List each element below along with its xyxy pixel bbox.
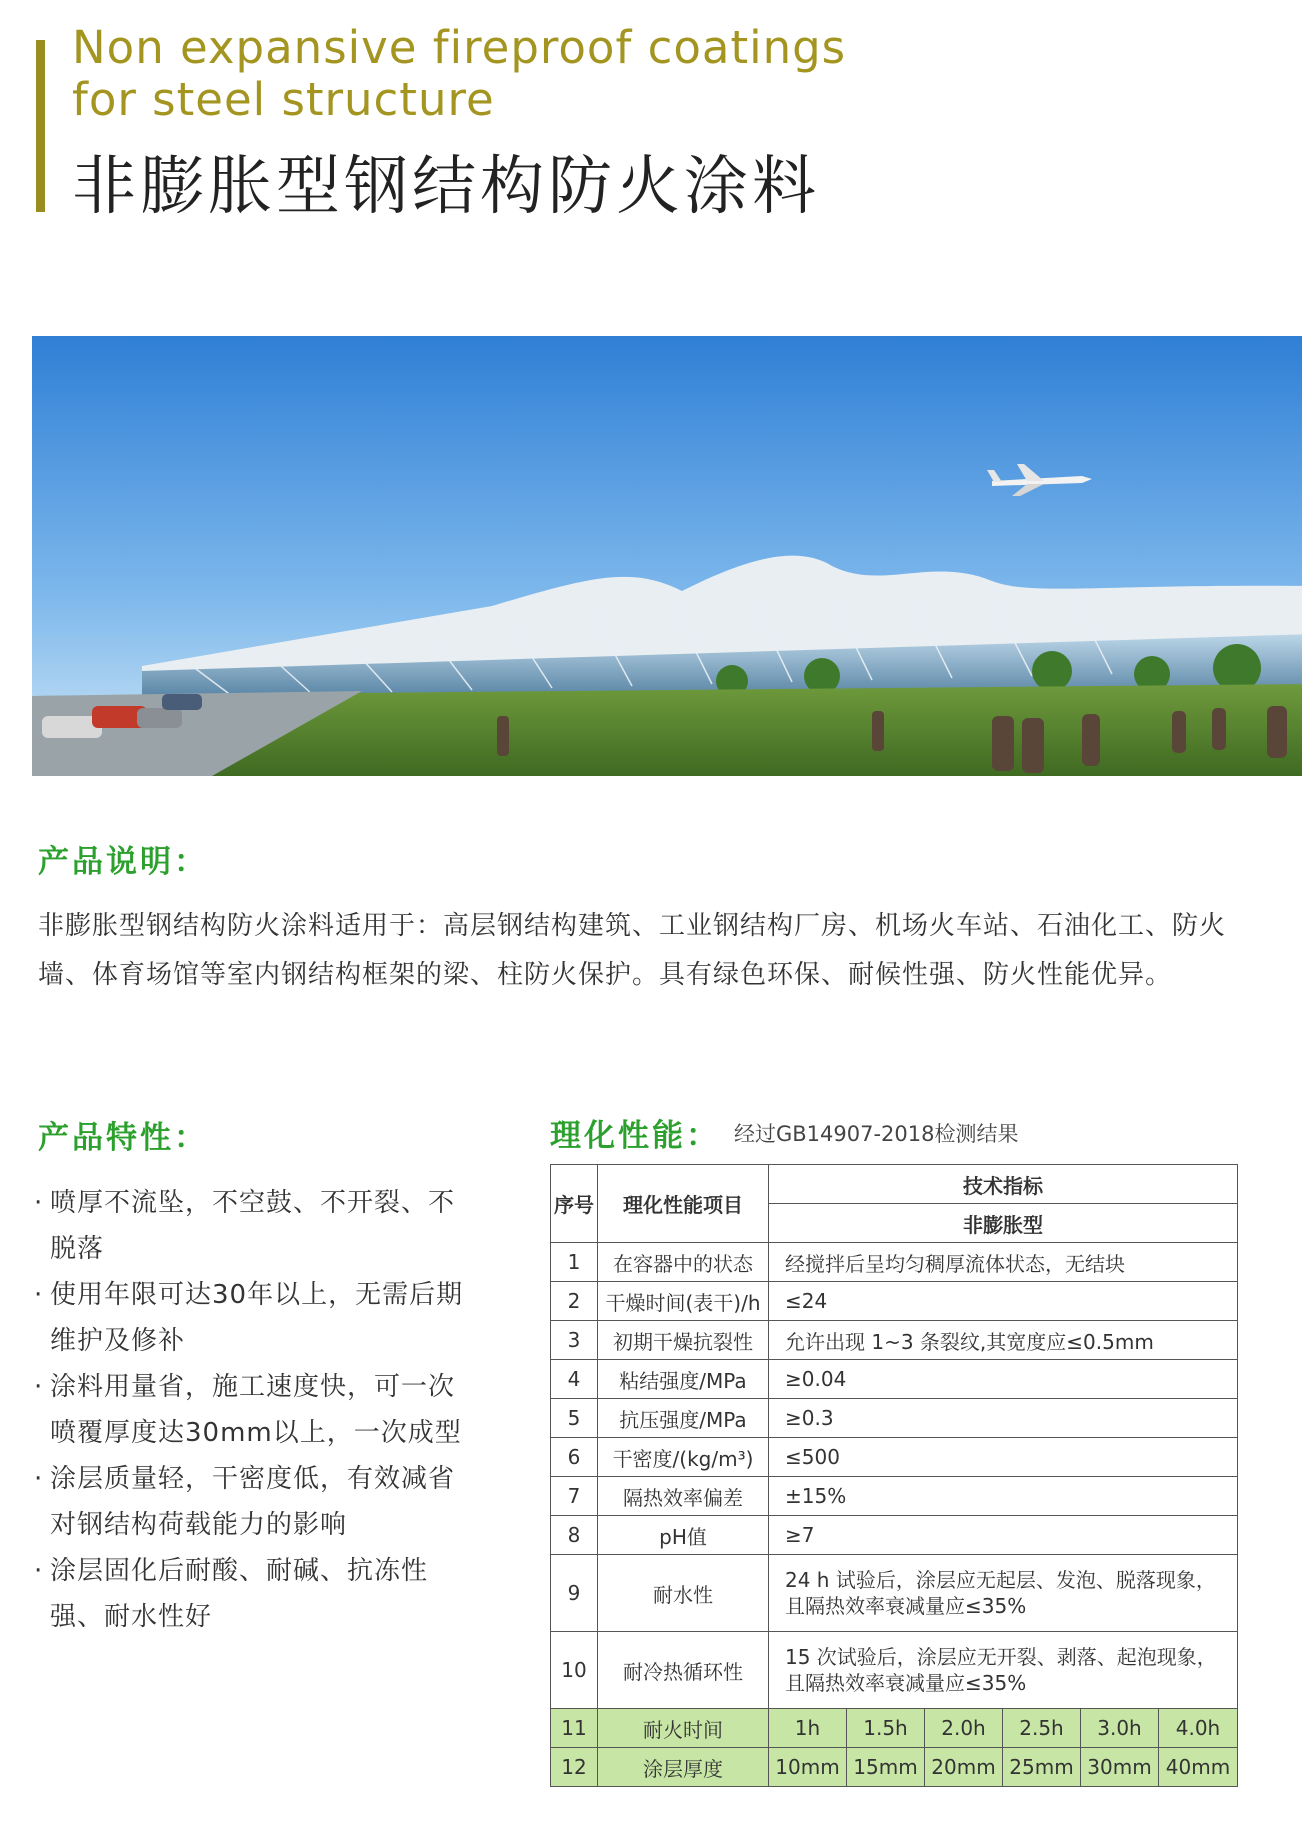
header-no: 序号 xyxy=(551,1165,598,1243)
title-chinese: 非膨胀型钢结构防火涂料 xyxy=(72,150,820,224)
table-row: 3 初期干燥抗裂性 允许出现 1~3 条裂纹,其宽度应≤0.5mm xyxy=(551,1321,1238,1360)
properties-table xyxy=(550,1164,1238,1787)
table-row: 5 抗压强度/MPa ≥0.3 xyxy=(551,1399,1238,1438)
header-type: 非膨胀型 xyxy=(769,1204,1238,1243)
test-standard-note: 经过GB14907-2018检测结果 xyxy=(734,1122,1019,1146)
list-item: · 涂料用量省，施工速度快，可一次喷覆厚度达30mm以上，一次成型 xyxy=(34,1372,462,1448)
description-text: 非膨胀型钢结构防火涂料适用于：高层钢结构建筑、工业钢结构厂房、机场火车站、石油化工、防火墙、体育场馆等室内钢结构框架的梁、柱防火保护。具有绿色环保、耐候性强、防火性能优异。 xyxy=(38,911,1227,990)
properties-heading: 理化性能： xyxy=(550,1118,720,1154)
title-accent-bar xyxy=(36,40,45,212)
header-spec: 技术指标 xyxy=(769,1165,1238,1204)
header-item: 理化性能项目 xyxy=(598,1165,769,1243)
list-item: · 涂层质量轻，干密度低，有效减省对钢结构荷载能力的影响 xyxy=(34,1464,456,1540)
description-heading: 产品说明： xyxy=(38,844,208,880)
list-item: · 喷厚不流坠，不空鼓、不开裂、不脱落 xyxy=(34,1188,456,1264)
list-item: · 涂层固化后耐酸、耐碱、抗冻性强、耐水性好 xyxy=(34,1556,429,1632)
list-item: · 使用年限可达30年以上，无需后期维护及修补 xyxy=(34,1280,464,1356)
table-row: 9 耐水性 24 h 试验后，涂层应无起层、发泡、脱落现象， 且隔热效率衰减量应≤35% xyxy=(551,1555,1238,1632)
table-row: 8 pH值 ≥7 xyxy=(551,1516,1238,1555)
table-row: 2 干燥时间(表干)/h ≤24 xyxy=(551,1282,1238,1321)
table-row: 4 粘结强度/MPa ≥0.04 xyxy=(551,1360,1238,1399)
features-heading: 产品特性： xyxy=(38,1120,208,1156)
table-row: 6 干密度/(kg/m³) ≤500 xyxy=(551,1438,1238,1477)
table-row: 1 在容器中的状态 经搅拌后呈均匀稠厚流体状态，无结块 xyxy=(551,1243,1238,1282)
features-list xyxy=(34,1180,478,1640)
fire-resistance-row: 11 耐火时间 1h 1.5h 2.0h 2.5h 3.0h 4.0h xyxy=(551,1709,1238,1748)
table-row: 7 隔热效率偏差 ±15% xyxy=(551,1477,1238,1516)
title-english: Non expansive fireproof coatings for steel structure xyxy=(72,21,847,126)
coating-thickness-row: 12 涂层厚度 10mm 15mm 20mm 25mm 30mm 40mm xyxy=(551,1748,1238,1787)
airport-terminal-image xyxy=(32,336,1302,776)
table-row: 10 耐冷热循环性 15 次试验后，涂层应无开裂、剥落、起泡现象， 且隔热效率衰减量应≤35% xyxy=(551,1632,1238,1709)
